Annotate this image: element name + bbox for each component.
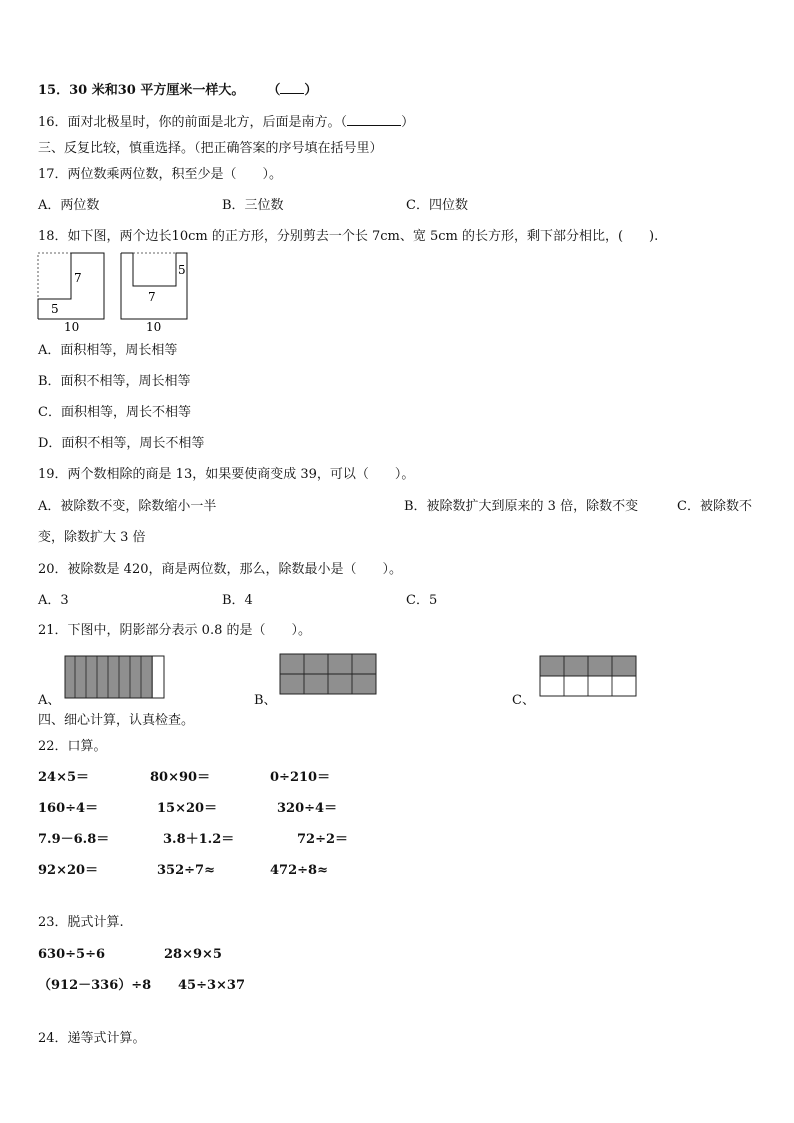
- q18-fig1-label-10: 10: [64, 320, 80, 334]
- q22-item: 3.8＋1.2＝: [163, 832, 235, 847]
- q18-fig2-label-5: 5: [178, 263, 186, 277]
- answer-paren-close: ）: [304, 83, 318, 98]
- q21-figure-a: [64, 654, 166, 700]
- q22-item: 352÷7≈: [157, 863, 215, 878]
- q23-item: 45÷3×37: [178, 978, 246, 993]
- q18-option-d[interactable]: D．面积不相等，周长不相等: [38, 436, 205, 451]
- q22-item: 472÷8≈: [270, 863, 328, 878]
- q18-figure-2: [118, 250, 194, 334]
- answer-paren-open: （: [340, 115, 348, 130]
- q18-fig1-label-5: 5: [51, 302, 59, 316]
- q22-item: 72÷2＝: [297, 832, 349, 847]
- q21-option-c[interactable]: C、: [512, 693, 535, 708]
- q17-option-a[interactable]: A．两位数: [38, 198, 100, 213]
- q18-option-b[interactable]: B．面积不相等，周长相等: [38, 374, 191, 389]
- question-16-text: 16．面对北极星时，你的前面是北方，后面是南方。: [38, 115, 341, 130]
- question-24-stem: 24．递等式计算。: [38, 1031, 146, 1046]
- q18-fig1-label-7: 7: [74, 271, 82, 285]
- q23-item: 630÷5÷6: [38, 947, 106, 962]
- question-16: [38, 114, 414, 132]
- q22-item: 15×20＝: [157, 801, 218, 816]
- q18-option-c[interactable]: C．面积相等，周长不相等: [38, 405, 191, 420]
- q22-item: 320÷4＝: [277, 801, 338, 816]
- q19-option-a[interactable]: A．被除数不变，除数缩小一半: [38, 499, 217, 514]
- question-21-stem: 21．下图中，阴影部分表示 0.8 的是（ ）。: [38, 623, 311, 638]
- q22-item: 7.9－6.8＝: [38, 832, 110, 847]
- q20-option-c[interactable]: C．5: [406, 593, 438, 608]
- q17-option-b[interactable]: B．三位数: [222, 198, 284, 213]
- q21-figure-b: [278, 652, 380, 698]
- q23-item: 28×9×5: [164, 947, 222, 962]
- section-3-title: 三、反复比较，慎重选择。（把正确答案的序号填在括号里）: [38, 141, 383, 156]
- q19-option-c[interactable]: C．被除数不: [677, 499, 752, 514]
- question-23-stem: 23．脱式计算.: [38, 915, 124, 930]
- q22-item: 0÷210＝: [270, 770, 331, 785]
- q21-fig-a-shaded: [65, 656, 153, 698]
- q22-item: 92×20＝: [38, 863, 99, 878]
- question-17-stem: 17．两位数乘两位数，积至少是（ ）。: [38, 167, 283, 182]
- q18-fig2-label-7: 7: [148, 290, 156, 304]
- q18-fig2-label-10: 10: [146, 320, 162, 334]
- q20-option-b[interactable]: B．4: [222, 593, 253, 608]
- q19-option-c-continued: 变，除数扩大 3 倍: [38, 530, 146, 545]
- question-15: [38, 82, 317, 100]
- q18-option-a[interactable]: A．面积相等，周长相等: [38, 343, 178, 358]
- question-22-stem: 22．口算。: [38, 739, 107, 754]
- question-15-text: 15．30 米和30 平方厘米一样大。: [38, 83, 245, 98]
- question-18-stem: 18．如下图，两个边长10cm 的正方形，分别剪去一个长 7cm、宽 5cm 的长方形，剩下部分相比，( ).: [38, 229, 659, 244]
- q22-item: 80×90＝: [150, 770, 211, 785]
- answer-blank-15[interactable]: [280, 93, 304, 94]
- question-19-stem: 19．两个数相除的商是 13，如果要使商变成 39，可以（ ）。: [38, 467, 415, 482]
- q18-figure-1: [36, 250, 112, 334]
- q23-item: （912－336）÷8: [38, 978, 152, 993]
- answer-paren-open: （: [267, 83, 281, 98]
- q17-option-c[interactable]: C．四位数: [406, 198, 468, 213]
- q22-item: 24×5＝: [38, 770, 90, 785]
- answer-blank-16[interactable]: [347, 125, 401, 126]
- q21-option-b[interactable]: B、: [254, 693, 277, 708]
- q21-figure-c: [538, 654, 640, 700]
- q20-option-a[interactable]: A．3: [38, 593, 69, 608]
- question-20-stem: 20．被除数是 420，商是两位数，那么，除数最小是（ ）。: [38, 562, 402, 577]
- section-4-title: 四、细心计算，认真检查。: [38, 713, 195, 728]
- answer-paren-close: ）: [401, 115, 415, 130]
- q19-option-b[interactable]: B．被除数扩大到原来的 3 倍，除数不变: [404, 499, 639, 514]
- q21-option-a[interactable]: A、: [38, 693, 61, 708]
- q22-item: 160÷4＝: [38, 801, 99, 816]
- q18-fig1-remaining-shape: [38, 253, 104, 319]
